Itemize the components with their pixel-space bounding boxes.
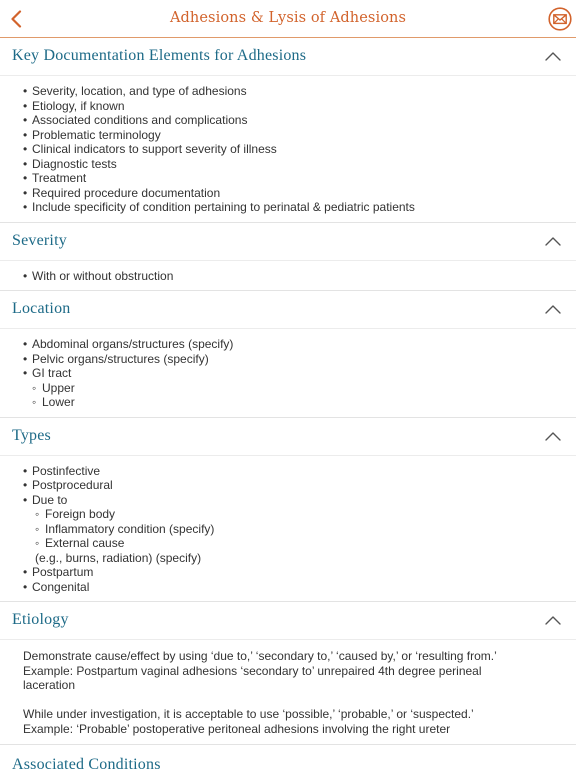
list-item: [23, 366, 552, 410]
list-item-label: Due to: [32, 492, 68, 507]
section-etiology: [0, 602, 576, 745]
section-body: [0, 76, 576, 222]
paragraph-line: Example: Postpartum vaginal adhesions ‘secondary to’ unrepaired 4th degree perineal laceration: [23, 663, 482, 692]
section-header-location[interactable]: [0, 291, 576, 329]
sub-list-item: ◦ External cause: [35, 536, 552, 551]
note-text: (e.g., burns, radiation) (specify): [35, 550, 202, 565]
section-types: [0, 418, 576, 603]
section-title: Location: [12, 300, 71, 317]
sub-list-item: ◦ Foreign body: [35, 507, 552, 522]
paragraph-line: Demonstrate cause/effect by using ‘due to,’ ‘secondary to,’ ‘caused by,’ or ‘resulting from.’: [23, 649, 497, 663]
section-body: [0, 329, 576, 417]
section-title: Severity: [12, 231, 67, 249]
section-location: [0, 291, 576, 418]
list-item: • Include specificity of condition pertaining to perinatal & pediatric patients: [23, 200, 552, 215]
sub-list-item: ◦ Upper: [32, 381, 552, 396]
list-item: • Associated conditions and complications: [23, 113, 552, 128]
section-title: Types: [12, 426, 51, 444]
sub-list-item: ◦ Lower: [32, 395, 552, 410]
chevron-up-icon[interactable]: [544, 430, 562, 442]
list-item: • Clinical indicators to support severity of illness: [23, 142, 552, 157]
section-body: [0, 261, 576, 291]
section-body: [0, 640, 576, 744]
section-title: Key Documentation Elements for Adhesions: [12, 47, 307, 64]
list-item: [23, 493, 552, 566]
chevron-up-icon[interactable]: [544, 614, 562, 626]
email-button[interactable]: [548, 7, 572, 31]
list-item: • Etiology, if known: [23, 99, 552, 114]
app-header: [0, 0, 576, 38]
list-item: • Abdominal organs/structures (specify): [23, 337, 552, 352]
section-header-key-documentation[interactable]: [0, 38, 576, 76]
section-severity: [0, 223, 576, 292]
paragraph: [23, 707, 552, 736]
section-body: [0, 456, 576, 602]
list-item: • Problematic terminology: [23, 128, 552, 143]
section-title-associated-conditions[interactable]: Associated Conditions: [12, 756, 161, 773]
sub-list-item: ◦ Inflammatory condition (specify): [35, 522, 552, 537]
list-item: • Required procedure documentation: [23, 186, 552, 201]
page-title: Adhesions & Lysis of Adhesions: [169, 10, 407, 26]
list-item: • Postpartum: [23, 565, 552, 580]
list-item-label: GI tract: [32, 366, 72, 380]
list-item: • Postinfective: [23, 464, 552, 479]
list-item: • With or without obstruction: [23, 269, 552, 284]
list-item: • Treatment: [23, 171, 552, 186]
paragraph: [23, 649, 552, 693]
list-item: • Postprocedural: [23, 478, 552, 493]
list-item: • Pelvic organs/structures (specify): [23, 352, 552, 367]
chevron-up-icon[interactable]: [544, 50, 562, 62]
content-scroll[interactable]: [0, 38, 576, 745]
list-item: • Congenital: [23, 580, 552, 595]
section-header-etiology[interactable]: [0, 602, 576, 640]
section-header-severity[interactable]: [0, 223, 576, 261]
section-title: Etiology: [12, 611, 69, 628]
section-header-types[interactable]: [0, 418, 576, 456]
chevron-up-icon[interactable]: [544, 303, 562, 315]
list-item: • Severity, location, and type of adhesions: [23, 84, 552, 99]
paragraph-line: Example: ‘Probable’ postoperative peritoneal adhesions involving the right ureter: [23, 721, 451, 736]
envelope-icon: [548, 7, 572, 31]
paragraph-line: While under investigation, it is acceptable to use ‘possible,’ ‘probable,’ or ‘suspected.’: [23, 707, 474, 721]
section-key-documentation: [0, 38, 576, 223]
list-item: • Diagnostic tests: [23, 157, 552, 172]
chevron-up-icon[interactable]: [544, 235, 562, 247]
